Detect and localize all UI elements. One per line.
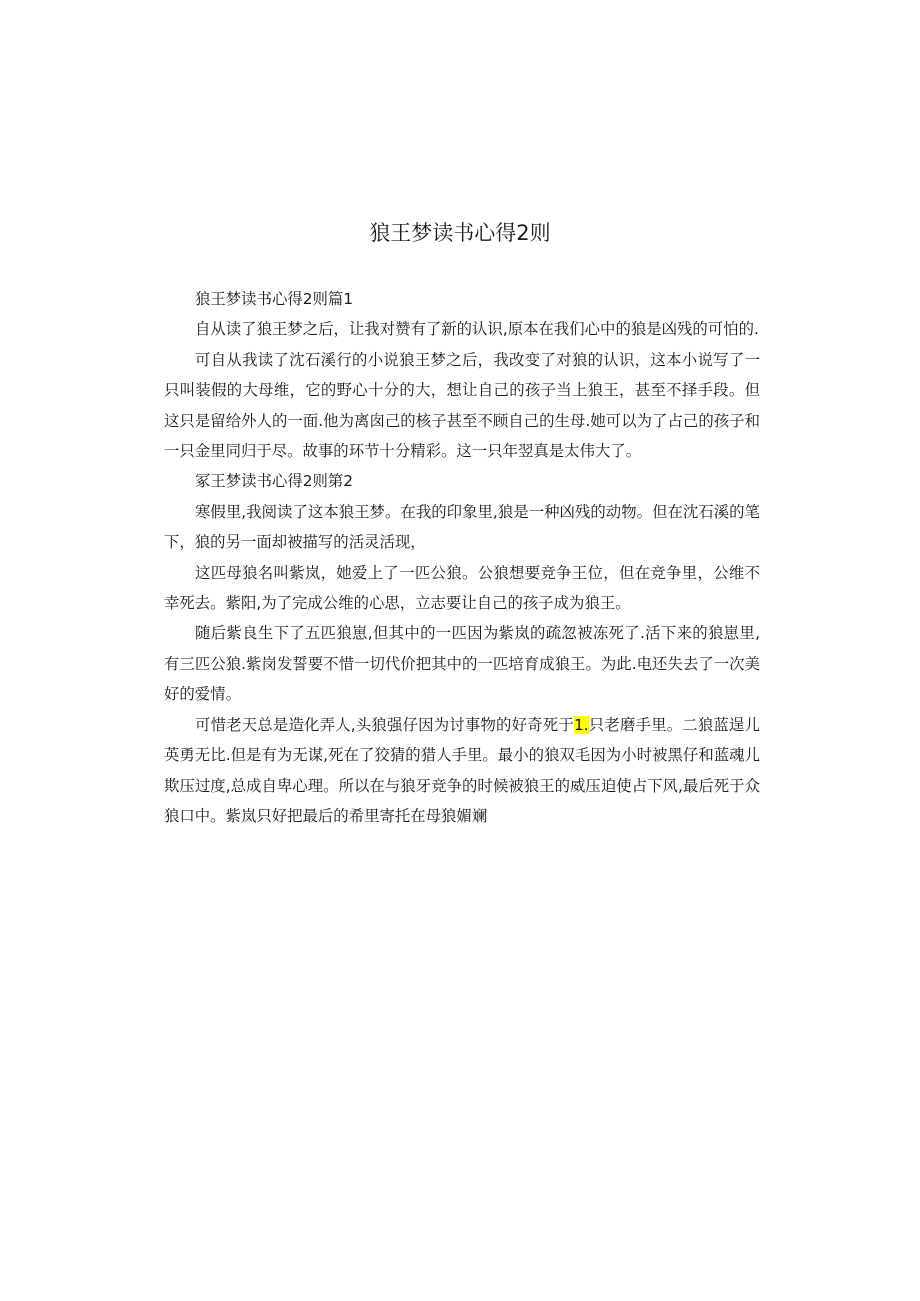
paragraph-text-before-highlight: 可惜老天总是造化弄人,头狼强仔因为讨事物的好奇死于	[195, 715, 574, 734]
paragraph-text-after-highlight: 只老磨手里。二狼蓝逞儿英勇无比.但是有为无谋,死在了狡猜的猎人手里。最小的狼双毛因为小时被黑仔和蓝魂儿欺压过度,总成自卑心理。所以在与狼牙竞争的时候被狼王的威压迫使占下风,最后死于众狼口中。紫岚只好把最后的希里寄托在母狼媚斓	[164, 715, 760, 825]
highlighted-text: 1.	[573, 715, 589, 734]
section-heading-1: 狼王梦读书心得2则篇1	[195, 290, 354, 308]
paragraph: 这匹母狼名叫紫岚，她爱上了一匹公狼。公狼想要竞争王位，但在竞争里，公维不幸死去。紫阳,为了完成公维的心思，立志要让自己的孩子成为狼王。	[164, 563, 760, 613]
paragraph-with-highlight	[164, 710, 760, 832]
paragraph: 自从读了狼王梦之后，让我对赞有了新的认识,原本在我们心中的狼是凶残的可怕的.	[195, 320, 759, 339]
section-heading-2: 冢王梦读书心得2则第2	[195, 472, 354, 491]
document-title: 狼王梦读书心得2则	[369, 221, 551, 245]
paragraph: 可自从我读了沈石溪行的小说狼王梦之后，我改变了对狼的认识，这本小说写了一只叫装假的大母维，它的野心十分的大，想让自己的孩子当上狼王，甚至不择手段。但这只是留给外人的一面.他为离囱己的核子甚至不顾自己的生母.她可以为了占己的孩子和一只金里同归于尽。故事的环节十分精彩。这一只年翌真是太伟大了。	[164, 350, 760, 461]
document-body	[164, 284, 760, 831]
paragraph: 随后紫良生下了五匹狼崽,但其中的一匹因为紫岚的疏忽被冻死了.活下来的狼崽里,有三匹公狼.紫岗发誓要不惜一切代价把其中的一匹培育成狼王。为此.电还失去了一次美好的爱情。	[164, 624, 760, 704]
paragraph: 寒假里,我阅读了这本狼王梦。在我的印象里,狼是一种凶残的动物。但在沈石溪的笔下，狼的另一面却被描写的活灵活现，	[164, 502, 760, 552]
